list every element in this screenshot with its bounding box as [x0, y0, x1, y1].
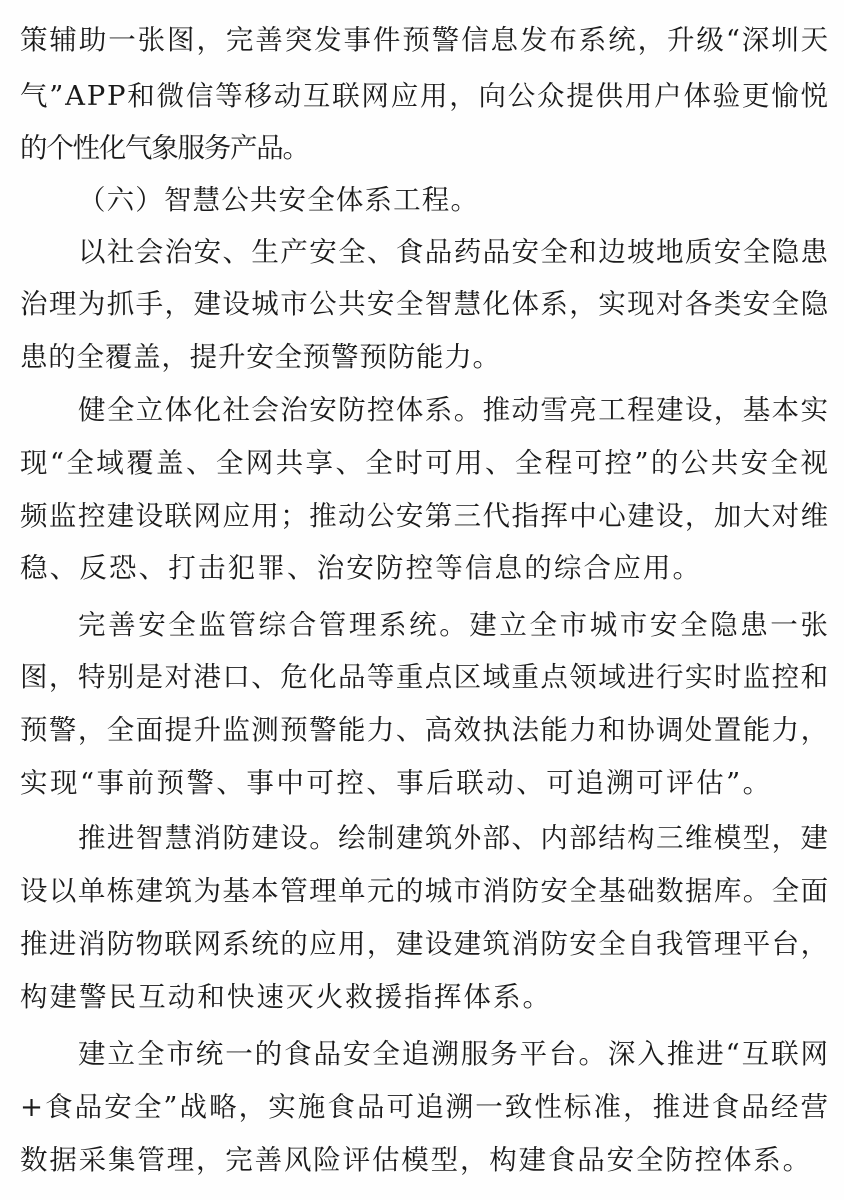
text-line: 推进消防物联网系统的应用，建设建筑消防安全自我管理平台，	[20, 928, 830, 960]
text-line: 数据采集管理，完善风险评估模型，构建食品安全防控体系。	[20, 1144, 812, 1176]
text-line: +食品安全”战略，实施食品可追溯一致性标准，推进食品经营	[20, 1091, 831, 1123]
text-line: 治理为抓手，建设城市公共安全智慧化体系，实现对各类安全隐	[20, 288, 830, 320]
text-line: 以社会治安、生产安全、食品药品安全和边坡地质安全隐患	[78, 236, 830, 268]
text-line: 患的全覆盖，提升安全预警预防能力。	[20, 341, 501, 373]
text-line: 推进智慧消防建设。绘制建筑外部、内部结构三维模型，建	[78, 822, 830, 854]
text-line: 实现“事前预警、事中可控、事后联动、可追溯可评估”。	[20, 767, 773, 799]
text-line: 构建警民互动和快速灭火救援指挥体系。	[20, 981, 553, 1013]
text-line: 气”APP和微信等移动互联网应用，向公众提供用户体验更愉悦	[20, 80, 830, 112]
text-line: 建立全市统一的食品安全追溯服务平台。深入推进“互联网	[78, 1038, 830, 1070]
text-line: 设以单栋建筑为基本管理单元的城市消防安全基础数据库。全面	[20, 875, 830, 907]
text-line: 稳、反恐、打击犯罪、治安防控等信息的综合应用。	[20, 552, 703, 584]
text-line: 频监控建设联网应用；推动公安第三代指挥中心建设，加大对维	[20, 500, 830, 532]
section-heading: （六）智慧公共安全体系工程。	[78, 184, 480, 216]
text-line: 现“全域覆盖、全网共享、全时可用、全程可控”的公共安全视	[20, 447, 831, 479]
text-line: 完善安全监管综合管理系统。建立全市城市安全隐患一张	[78, 609, 831, 641]
text-line: 图，特别是对港口、危化品等重点区域重点领域进行实时监控和	[20, 661, 830, 693]
text-line: 健全立体化社会治安防控体系。推动雪亮工程建设，基本实	[78, 394, 830, 426]
text-line: 策辅助一张图，完善突发事件预警信息发布系统，升级“深圳天	[20, 24, 831, 56]
text-line: 的个性化气象服务产品。	[20, 132, 309, 164]
text-line: 预警，全面提升监测预警能力、高效执法能力和协调处置能力，	[20, 714, 830, 746]
